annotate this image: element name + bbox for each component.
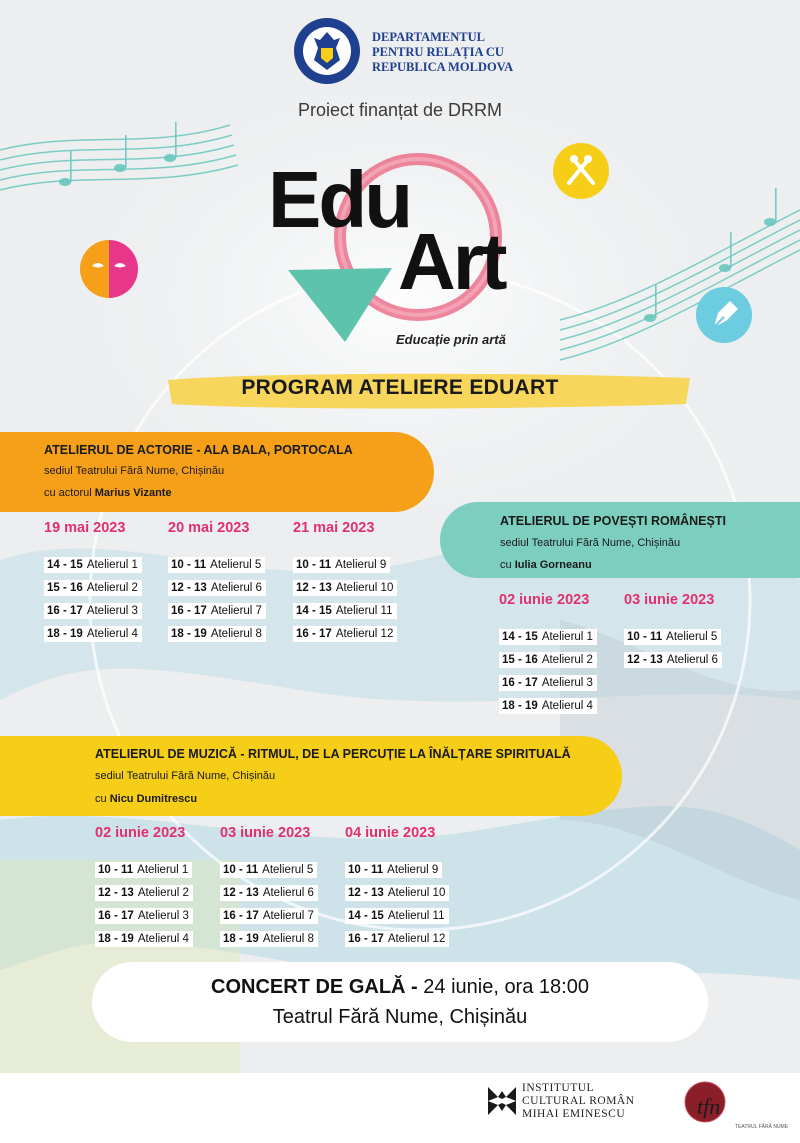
slot-name: Atelierul 1: [86, 557, 142, 573]
slot-name: Atelierul 10: [387, 885, 450, 901]
slot-time: 12 - 13: [168, 580, 210, 596]
stories-workshop-venue: sediul Teatrului Fără Nume, Chișinău: [500, 537, 681, 549]
slot-name: Atelierul 8: [210, 626, 266, 642]
music-day-1: [95, 825, 193, 952]
music-workshop-host: [95, 793, 197, 805]
slot-name: Atelierul 2: [137, 885, 193, 901]
slot-time: 12 - 13: [220, 885, 262, 901]
slot-time: 18 - 19: [44, 626, 86, 642]
slot-name: Atelierul 2: [86, 580, 142, 596]
icr-logo-icon: [488, 1087, 516, 1115]
gov-line-1: DEPARTAMENTUL: [372, 30, 485, 44]
schedule-slot: [44, 601, 142, 620]
music-workshop-title: ATELIERUL DE MUZICĂ - RITMUL, DE LA PERCUȚIE LA ÎNĂLȚARE SPIRITUALĂ: [95, 747, 571, 761]
host-name: Nicu Dumitrescu: [109, 793, 198, 805]
schedule-slot: [293, 578, 397, 597]
slot-time: 12 - 13: [624, 652, 666, 668]
government-emblem: [292, 16, 362, 86]
slot-name: Atelierul 5: [665, 629, 721, 645]
stories-day-2: [624, 592, 722, 673]
schedule-slot: [293, 601, 397, 620]
slot-time: 18 - 19: [168, 626, 210, 642]
icr-logo-text: [522, 1082, 635, 1121]
gov-line-3: REPUBLICA MOLDOVA: [372, 60, 514, 74]
slot-name: Atelierul 1: [541, 629, 597, 645]
slot-time: 15 - 16: [44, 580, 86, 596]
schedule-slot: [624, 627, 722, 646]
slot-name: Atelierul 11: [335, 603, 397, 619]
slot-time: 10 - 11: [624, 629, 665, 645]
logo-art: Art: [398, 217, 505, 306]
day-date: 20 mai 2023: [168, 520, 250, 536]
schedule-slot: [345, 883, 449, 902]
icr-line-2: CULTURAL ROMÂN: [522, 1095, 635, 1107]
slot-name: Atelierul 4: [137, 931, 193, 947]
slot-time: 18 - 19: [95, 931, 137, 947]
schedule-slot: [624, 650, 722, 669]
slot-time: 10 - 11: [345, 862, 386, 878]
day-date: 04 iunie 2023: [345, 825, 436, 841]
slot-name: Atelierul 8: [262, 931, 318, 947]
slot-time: 10 - 11: [95, 862, 136, 878]
music-workshop-venue: sediul Teatrului Fără Nume, Chișinău: [95, 770, 276, 782]
slot-time: 12 - 13: [95, 885, 137, 901]
gala-concert-label: CONCERT DE GALĂ -: [211, 976, 418, 998]
schedule-slot: [168, 578, 266, 597]
schedule-slot: [345, 906, 449, 925]
schedule-slot: [95, 906, 193, 925]
slot-name: Atelierul 6: [262, 885, 318, 901]
footer-logos-bar: [0, 1073, 800, 1143]
stories-day-1: [499, 592, 597, 719]
gala-concert-venue: Teatrul Fără Nume, Chișinău: [272, 1006, 528, 1028]
drumsticks-icon: [553, 143, 609, 199]
slot-time: 18 - 19: [220, 931, 262, 947]
government-department-name: [372, 30, 513, 75]
slot-name: Atelierul 4: [86, 626, 142, 642]
slot-time: 16 - 17: [168, 603, 210, 619]
slot-name: Atelierul 7: [262, 908, 318, 924]
acting-day-3: [293, 520, 397, 647]
schedule-slot: [95, 860, 193, 879]
acting-workshop-title: ATELIERUL DE ACTORIE - ALA BALA, PORTOCALA: [44, 443, 353, 457]
slot-time: 16 - 17: [345, 931, 387, 947]
schedule-slot: [44, 555, 142, 574]
slot-name: Atelierul 7: [210, 603, 266, 619]
day-date: 21 mai 2023: [293, 520, 375, 536]
schedule-slot: [44, 624, 142, 643]
schedule-slot: [499, 650, 597, 669]
slot-time: 14 - 15: [345, 908, 387, 924]
logo-edu: Edu: [268, 155, 411, 244]
acting-workshop-venue: sediul Teatrului Fără Nume, Chișinău: [44, 465, 225, 477]
slot-time: 16 - 17: [499, 675, 541, 691]
slot-name: Atelierul 3: [86, 603, 142, 619]
slot-name: Atelierul 6: [210, 580, 266, 596]
slot-name: Atelierul 4: [541, 698, 597, 714]
acting-day-2: [168, 520, 266, 647]
schedule-slot: [220, 906, 318, 925]
tfn-logo: [683, 1080, 733, 1130]
music-day-2: [220, 825, 318, 952]
gala-concert-line-1: [92, 976, 708, 999]
schedule-slot: [499, 627, 597, 646]
day-date: 19 mai 2023: [44, 520, 126, 536]
pen-nib-icon: [696, 287, 752, 343]
host-name: Marius Vizante: [94, 487, 172, 499]
slot-time: 16 - 17: [95, 908, 137, 924]
slot-name: Atelierul 2: [541, 652, 597, 668]
slot-name: Atelierul 1: [136, 862, 192, 878]
slot-name: Atelierul 12: [335, 626, 398, 642]
icr-line-1: INSTITUTUL: [522, 1082, 595, 1094]
theatre-mask-icon: [80, 240, 138, 298]
slot-name: Atelierul 10: [335, 580, 398, 596]
slot-time: 18 - 19: [499, 698, 541, 714]
logo-tagline: Educație prin artă: [396, 332, 506, 347]
schedule-slot: [168, 624, 266, 643]
schedule-slot: [220, 929, 318, 948]
slot-time: 12 - 13: [293, 580, 335, 596]
stories-workshop-title: ATELIERUL DE POVEȘTI ROMÂNEȘTI: [500, 514, 726, 528]
stories-workshop-host: [500, 559, 592, 571]
icr-line-3: MIHAI EMINESCU: [522, 1108, 626, 1120]
host-prefix: cu: [95, 793, 107, 805]
slot-time: 10 - 11: [168, 557, 209, 573]
acting-day-1: [44, 520, 142, 647]
tfn-logo-text: tfn: [697, 1094, 721, 1119]
day-date: 03 iunie 2023: [624, 592, 715, 608]
host-prefix: cu actorul: [44, 487, 92, 499]
day-date: 03 iunie 2023: [220, 825, 311, 841]
slot-time: 14 - 15: [44, 557, 86, 573]
day-date: 02 iunie 2023: [499, 592, 590, 608]
slot-time: 16 - 17: [44, 603, 86, 619]
schedule-slot: [220, 883, 318, 902]
schedule-slot: [220, 860, 318, 879]
slot-name: Atelierul 11: [387, 908, 449, 924]
slot-time: 10 - 11: [293, 557, 334, 573]
music-day-3: [345, 825, 449, 952]
slot-name: Atelierul 5: [261, 862, 317, 878]
slot-name: Atelierul 5: [209, 557, 265, 573]
slot-name: Atelierul 12: [387, 931, 450, 947]
slot-name: Atelierul 6: [666, 652, 722, 668]
slot-name: Atelierul 3: [137, 908, 193, 924]
schedule-slot: [499, 673, 597, 692]
day-date: 02 iunie 2023: [95, 825, 186, 841]
slot-name: Atelierul 9: [334, 557, 390, 573]
schedule-slot: [95, 929, 193, 948]
gala-concert-box: [92, 962, 708, 1042]
slot-time: 14 - 15: [499, 629, 541, 645]
acting-workshop-host: [44, 487, 172, 499]
gala-concert-datetime: 24 iunie, ora 18:00: [423, 976, 589, 998]
slot-name: Atelierul 3: [541, 675, 597, 691]
slot-time: 16 - 17: [220, 908, 262, 924]
slot-name: Atelierul 9: [386, 862, 442, 878]
schedule-slot: [168, 601, 266, 620]
host-prefix: cu: [500, 559, 512, 571]
slot-time: 12 - 13: [345, 885, 387, 901]
schedule-slot: [345, 860, 449, 879]
schedule-slot: [95, 883, 193, 902]
slot-time: 16 - 17: [293, 626, 335, 642]
slot-time: 15 - 16: [499, 652, 541, 668]
schedule-slot: [44, 578, 142, 597]
schedule-slot: [168, 555, 266, 574]
host-name: Iulia Gorneanu: [514, 559, 592, 571]
schedule-slot: [293, 624, 397, 643]
schedule-slot: [345, 929, 449, 948]
slot-time: 10 - 11: [220, 862, 261, 878]
program-title: PROGRAM ATELIERE EDUART: [241, 376, 559, 399]
gov-line-2: PENTRU RELAȚIA CU: [372, 45, 504, 59]
schedule-slot: [293, 555, 397, 574]
slot-time: 14 - 15: [293, 603, 335, 619]
schedule-slot: [499, 696, 597, 715]
funded-by-text: Proiect finanțat de DRRM: [297, 100, 503, 120]
tfn-small-text: TEATRUL FĂRĂ NUME: [735, 1124, 789, 1130]
